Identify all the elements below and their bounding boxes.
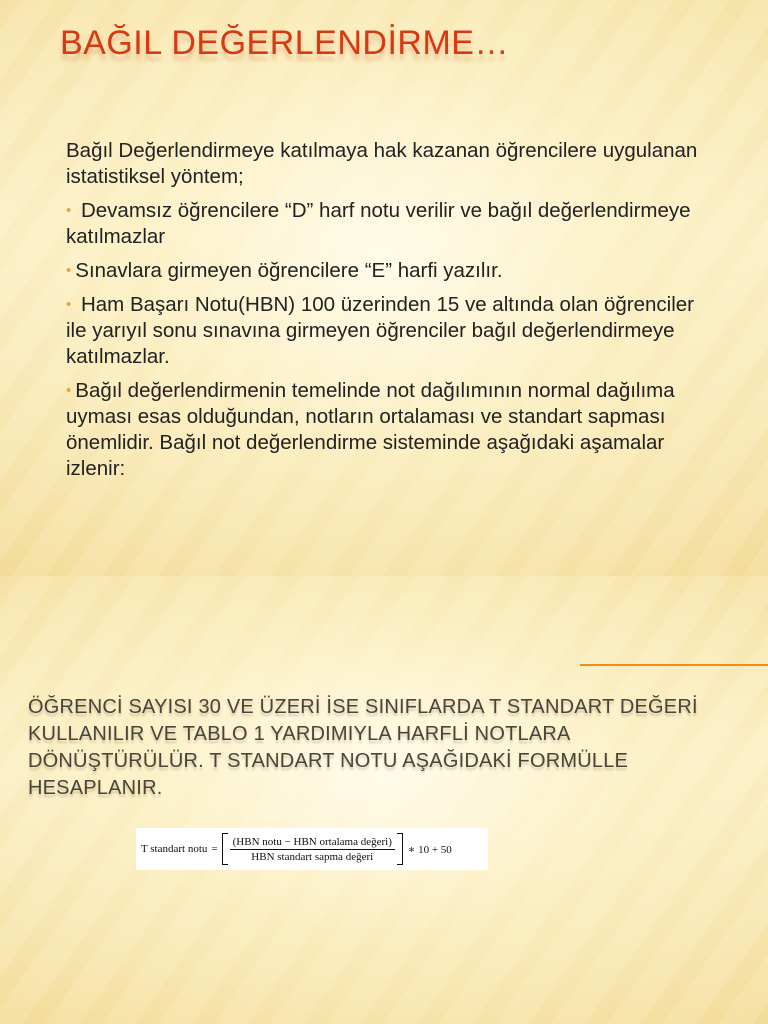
bullet-text: Ham Başarı Notu(HBN) 100 üzerinden 15 ve altında olan öğrenciler ile yarıyıl sonu sınavına girmeyen öğrenciler bağıl değerlendirmeye katılmazlar. [66, 293, 695, 368]
formula-tail: ∗ 10 + 50 [407, 843, 452, 856]
bullet-icon: • [66, 296, 72, 313]
formula-lhs: T standart notu [141, 843, 208, 855]
slide-2 [0, 576, 768, 1024]
bullet-text: Devamsız öğrencilere “D” harf notu verilir ve bağıl değerlendirmeye katılmazlar [66, 199, 691, 248]
bullet-item [66, 378, 706, 482]
formula-numerator: (HBN notu − HBN ortalama değeri) [230, 836, 395, 850]
slide-title: BAĞIL DEĞERLENDİRME… [60, 24, 509, 62]
intro-paragraph: Bağıl Değerlendirmeye katılmaya hak kazanan öğrencilere uygulanan istatistiksel yöntem; [66, 139, 698, 188]
formula-equals: = [211, 843, 218, 855]
formula-denominator: HBN standart sapma değeri [251, 850, 374, 863]
bullet-text: Bağıl değerlendirmenin temelinde not dağılımının normal dağılıma uyması esas olduğundan, notların ortalaması ve standart sapması önemlidir. Bağıl not değerlendirme sisteminde aşağıdaki aşamalar izlenir: [66, 379, 675, 480]
bullet-item [66, 292, 706, 370]
right-bracket [397, 833, 403, 865]
accent-rule [580, 664, 768, 666]
bullet-icon: • [66, 262, 72, 279]
bullet-text: Sınavlara girmeyen öğrencilere “E” harfi yazılır. [75, 259, 503, 282]
bullet-item [66, 198, 706, 250]
bullet-icon: • [66, 382, 72, 399]
slide-body [66, 138, 706, 490]
slide-heading: ÖĞRENCİ SAYISI 30 VE ÜZERİ İSE SINIFLARDA T STANDART DEĞERİ KULLANILIR VE TABLO 1 YARDIMIYLA HARFLİ NOTLARA DÖNÜŞTÜRÜLÜR. T STANDART NOTU AŞAĞIDAKİ FORMÜLLE HESAPLANIR. [28, 696, 698, 799]
bullet-icon: • [66, 202, 72, 219]
bullet-item [66, 258, 706, 284]
formula-image [136, 828, 488, 870]
left-bracket [222, 833, 228, 865]
formula-fraction [230, 836, 395, 863]
